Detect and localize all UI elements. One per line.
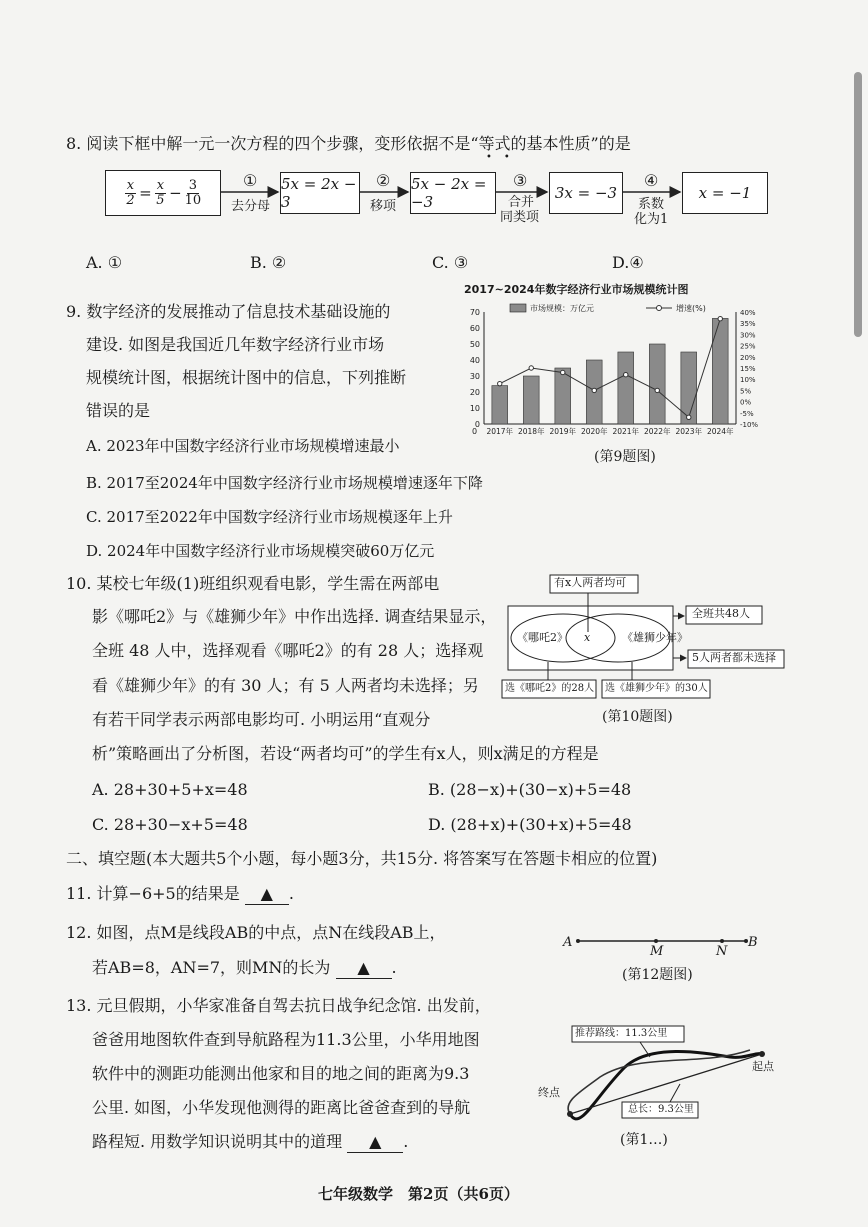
- chart-bar: [555, 368, 571, 424]
- q9-option-a: A. 2023年中国数字经济行业市场规模增速最小: [86, 437, 400, 455]
- chart-caption: (第9题图): [594, 449, 656, 465]
- q9-option-b: B. 2017至2024年中国数字经济行业市场规模增速逐年下降: [86, 474, 483, 492]
- legend-bar-label: 市场规模：万亿元: [530, 304, 594, 313]
- q10-option-b: B. (28−x)+(30−x)+5=48: [428, 780, 632, 799]
- venn-none-label: 5人两者都未选择: [692, 651, 776, 664]
- chart-title: 2017~2024年数字经济行业市场规模统计图: [464, 283, 689, 296]
- point-a-label: A: [563, 935, 573, 950]
- emphasis-dots: ••: [486, 152, 522, 163]
- step4-label-1: 系数: [638, 197, 665, 212]
- x-tick-label: 2024年: [706, 427, 734, 436]
- q12-caption: (第12题图): [622, 967, 693, 983]
- y-right-tick-label: 0%: [740, 398, 752, 407]
- answer-blank[interactable]: ▲: [245, 884, 289, 905]
- step3-label-1: 合并: [508, 195, 535, 210]
- growth-point: [529, 366, 533, 370]
- section-2-heading: 二、填空题(本大题共5个小题，每小题3分，共15分. 将答案写在答题卡相应的位置): [66, 849, 658, 868]
- legend-line-label: 增速(%): [676, 304, 706, 313]
- step1-number: ①: [243, 171, 258, 190]
- q8-option-b: B. ②: [250, 253, 287, 272]
- q10-option-a: A. 28+30+5+x=48: [92, 780, 248, 799]
- route-label: 推荐路线：11.3公里: [575, 1028, 668, 1039]
- q9-stem-4: 错误的是: [86, 401, 151, 420]
- y-left-tick-label: 60: [469, 324, 480, 333]
- y-left-tick-label: 10: [469, 404, 480, 413]
- point-n-label: N: [716, 944, 728, 959]
- q12-line-1: 12. 如图，点M是线段AB的中点，点N在线段AB上，: [66, 923, 446, 942]
- step4-label-2: 化为1: [634, 212, 669, 227]
- y-right-tick-label: -5%: [740, 409, 754, 418]
- growth-point: [592, 388, 596, 392]
- y-left-tick-label: 30: [469, 372, 480, 381]
- y-right-tick-label: 30%: [740, 331, 756, 340]
- y-right-tick-label: 5%: [740, 387, 752, 396]
- chart-bar: [523, 376, 539, 424]
- q9-stem-3: 规模统计图，根据统计图中的信息，下列推断: [86, 368, 407, 387]
- y-left-tick-label: 40: [469, 356, 480, 365]
- step3-label-2: 同类项: [500, 210, 540, 225]
- q13-stem-2: 爸爸用地图软件查到导航路程为11.3公里，小华用地图: [92, 1030, 480, 1049]
- legend-line-marker: [657, 306, 662, 311]
- q8-option-a: A. ①: [86, 253, 123, 272]
- x-tick-label: 2018年: [517, 427, 545, 436]
- step-box-original: $\frac{x}{2}$ = $\frac{x}{5}$ − $\frac{3}{10}$: [105, 170, 221, 216]
- point-m-label: M: [650, 944, 664, 959]
- x-tick-label: 2017年: [486, 427, 514, 436]
- growth-point: [655, 388, 659, 392]
- venn-left-label: 《哪吒2》: [517, 631, 568, 644]
- venn-top-label: 有x人两者均可: [554, 576, 627, 589]
- x-tick-label: 2021年: [612, 427, 640, 436]
- y-right-tick-label: 15%: [740, 365, 756, 373]
- step-box-5: x = −1: [682, 172, 768, 214]
- q10-stem-5: 有若干同学表示两部电影均可. 小明运用“直观分: [92, 710, 431, 729]
- q10-stem-1: 10. 某校七年级(1)班组织观看电影，学生需在两部电: [66, 574, 440, 593]
- start-label: 起点: [752, 1060, 774, 1073]
- y-left-tick-label: 0: [474, 420, 480, 429]
- q8-option-c: C. ③: [432, 253, 469, 272]
- q11-item: 11. 计算−6+5的结果是 ▲ .: [66, 884, 294, 903]
- market-size-chart: [450, 298, 780, 450]
- x-tick-label: 2019年: [549, 427, 577, 436]
- y-right-tick-label: 35%: [740, 320, 756, 329]
- end-label: 终点: [538, 1086, 560, 1099]
- venn-bottom-right-label: 选《雄狮少年》的30人: [605, 683, 708, 694]
- step2-label: 移项: [370, 199, 397, 214]
- answer-blank[interactable]: ▲: [347, 1132, 403, 1153]
- step-box-2: 5x = 2x − 3: [280, 172, 360, 214]
- venn-bottom-left-label: 选《哪吒2》的28人: [505, 683, 595, 694]
- growth-point: [561, 370, 565, 374]
- x-tick-label: 2020年: [580, 427, 608, 436]
- growth-point: [498, 381, 502, 385]
- q9-option-c: C. 2017至2022年中国数字经济行业市场规模逐年上升: [86, 508, 453, 526]
- q8-option-d: D.④: [612, 253, 644, 272]
- growth-point: [624, 373, 628, 377]
- q9-stem-2: 建设. 如图是我国近几年数字经济行业市场: [86, 335, 385, 354]
- q9-option-d: D. 2024年中国数字经济行业市场规模突破60万亿元: [86, 542, 435, 560]
- q8-stem: 8. 阅读下框中解一元一次方程的四个步骤，变形依据不是“等式的基本性质”的是: [66, 134, 631, 153]
- venn-total-label: 全班共48人: [692, 607, 750, 620]
- q13-stem-5: 路程短. 用数学知识说明其中的道理 ▲ .: [92, 1132, 409, 1151]
- x-tick-label: 2023年: [675, 427, 703, 436]
- y-right-tick-label: 25%: [740, 342, 756, 351]
- venn-center-label: x: [584, 631, 591, 644]
- q13-stem-1: 13. 元旦假期，小华家准备自驾去抗日战争纪念馆. 出发前，: [66, 996, 491, 1015]
- y-origin-label: 0: [472, 427, 478, 436]
- venn-caption: (第10题图): [602, 709, 673, 725]
- chart-bar: [649, 344, 665, 424]
- q10-stem-3: 全班 48 人中，选择观看《哪吒2》的有 28 人；选择观: [92, 641, 484, 660]
- growth-point: [687, 415, 691, 419]
- step-box-3: 5x − 2x = −3: [410, 172, 496, 214]
- y-left-tick-label: 50: [469, 340, 480, 349]
- x-tick-label: 2022年: [643, 427, 671, 436]
- q10-stem-2: 影《哪吒2》与《雄狮少年》中作出选择. 调查结果显示，: [92, 607, 497, 626]
- step4-number: ④: [644, 171, 659, 190]
- y-right-tick-label: 20%: [740, 353, 756, 362]
- chart-bar: [712, 318, 728, 424]
- chart-bar: [618, 352, 634, 424]
- point-b-label: B: [748, 935, 758, 950]
- step-box-4: 3x = −3: [549, 172, 623, 214]
- page-footer: 七年级数学 第2页（共6页）: [318, 1185, 519, 1203]
- y-right-tick-label: 40%: [740, 309, 756, 317]
- q13-stem-4: 公里. 如图，小华发现他测得的距离比爸爸查到的导航: [92, 1098, 471, 1117]
- q10-option-d: D. (28+x)+(30+x)+5=48: [428, 815, 632, 834]
- q13-caption: (第1…): [620, 1132, 668, 1148]
- growth-point: [718, 317, 722, 321]
- venn-right-label: 《雄狮少年》: [622, 631, 688, 644]
- q12-line-2: 若AB=8，AN=7，则MN的长为 ▲ .: [92, 958, 397, 977]
- q10-stem-4: 看《雄狮少年》的有 30 人；有 5 人两者均未选择；另: [92, 676, 479, 695]
- distance-label: 总长：9.3公里: [628, 1104, 694, 1115]
- answer-blank[interactable]: ▲: [336, 958, 392, 979]
- q9-stem-1: 9. 数字经济的发展推动了信息技术基础设施的: [66, 302, 391, 321]
- y-right-tick-label: 10%: [740, 376, 756, 385]
- y-left-tick-label: 70: [469, 308, 480, 317]
- step2-number: ②: [376, 171, 391, 190]
- step1-label: 去分母: [231, 199, 271, 214]
- q10-option-c: C. 28+30−x+5=48: [92, 815, 248, 834]
- segment-diagram: [572, 932, 772, 956]
- step-arrows: [0, 0, 868, 240]
- y-left-tick-label: 20: [469, 388, 480, 397]
- step3-number: ③: [513, 171, 528, 190]
- y-right-tick-label: -10%: [740, 421, 759, 429]
- legend-bar-swatch: [510, 304, 526, 312]
- q10-stem-6: 析”策略画出了分析图，若设“两者均可”的学生有x人，则x满足的方程是: [92, 744, 599, 763]
- q13-stem-3: 软件中的测距功能测出他家和目的地之间的距离为9.3: [92, 1064, 470, 1083]
- chart-bar: [492, 386, 508, 424]
